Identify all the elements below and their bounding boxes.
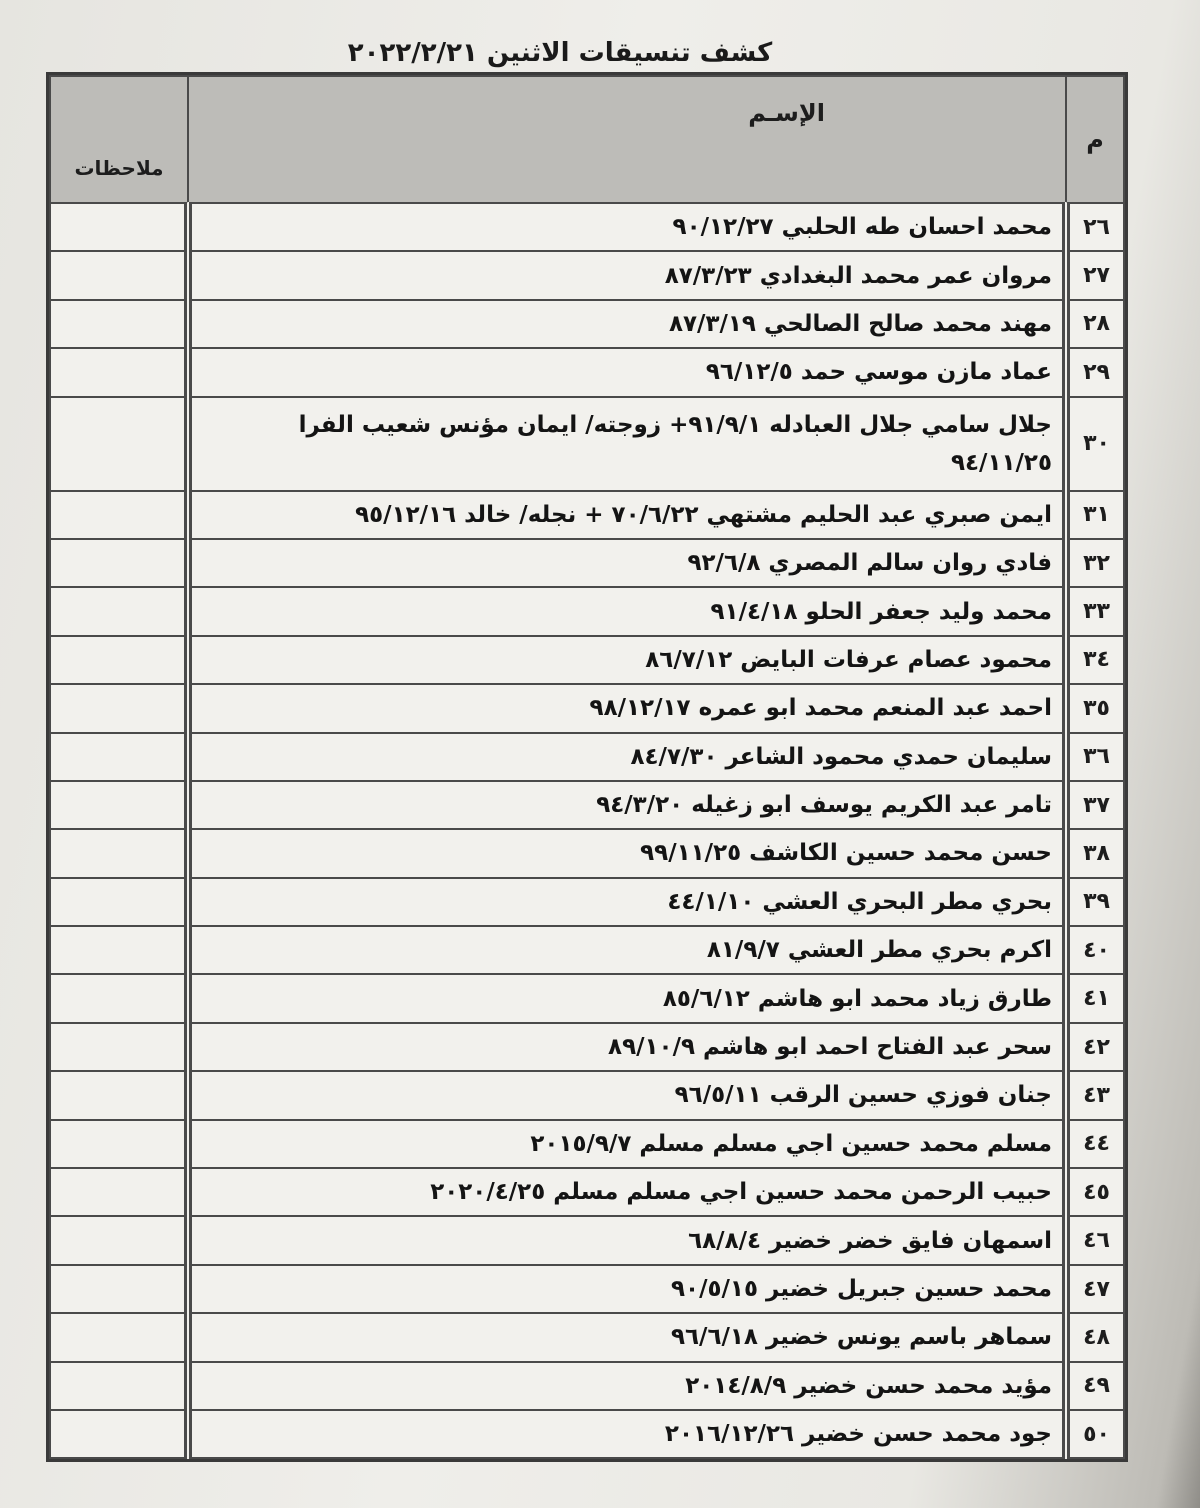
table-header-row: [50, 76, 1124, 203]
row-notes: [50, 539, 188, 587]
row-name: حسن محمد حسين الكاشف ٩٩/١١/٢٥: [188, 829, 1066, 877]
row-notes: [50, 1410, 188, 1458]
row-notes: [50, 300, 188, 348]
row-name: جود محمد حسن خضير ٢٠١٦/١٢/٢٦: [188, 1410, 1066, 1458]
row-name: سماهر باسم يونس خضير ٩٦/٦/١٨: [188, 1313, 1066, 1361]
table-row: [50, 1265, 1124, 1313]
row-number: ٢٦: [1066, 203, 1124, 251]
table-row: [50, 348, 1124, 396]
table-row: [50, 1168, 1124, 1216]
row-notes: [50, 926, 188, 974]
row-notes: [50, 1362, 188, 1410]
table-row: [50, 733, 1124, 781]
row-number: ٣٢: [1066, 539, 1124, 587]
row-number: ٣٩: [1066, 878, 1124, 926]
row-notes: [50, 1265, 188, 1313]
row-notes: [50, 636, 188, 684]
row-notes: [50, 348, 188, 396]
row-notes: [50, 1023, 188, 1071]
row-number: ٣٨: [1066, 829, 1124, 877]
row-notes: [50, 587, 188, 635]
row-number: ٣٥: [1066, 684, 1124, 732]
row-name: مروان عمر محمد البغدادي ٨٧/٣/٢٣: [188, 251, 1066, 299]
row-name: محمد وليد جعفر الحلو ٩١/٤/١٨: [188, 587, 1066, 635]
table-row: [50, 684, 1124, 732]
row-number: ٤٤: [1066, 1120, 1124, 1168]
header-notes: ملاحظات: [50, 76, 188, 203]
row-number: ٢٧: [1066, 251, 1124, 299]
names-table-frame: [46, 72, 1128, 1462]
row-notes: [50, 1216, 188, 1264]
row-number: ٢٩: [1066, 348, 1124, 396]
header-name-label: الإسـم: [748, 99, 825, 127]
row-name: محمود عصام عرفات البايض ٨٦/٧/١٢: [188, 636, 1066, 684]
header-name: [188, 76, 1066, 203]
table-row: [50, 1023, 1124, 1071]
row-name: طارق زياد محمد ابو هاشم ٨٥/٦/١٢: [188, 974, 1066, 1022]
table-row: [50, 878, 1124, 926]
row-name: حبيب الرحمن محمد حسين اجي مسلم مسلم ٢٠٢٠/٤/٢٥: [188, 1168, 1066, 1216]
table-row: [50, 974, 1124, 1022]
table-row: [50, 539, 1124, 587]
row-name: جلال سامي جلال العبادله ٩١/٩/١+ زوجته/ ايمان مؤنس شعيب الفرا ٩٤/١١/٢٥: [188, 397, 1066, 491]
page-title: كشف تنسيقات الاثنين ٢٠٢٢/٢/٢١: [347, 38, 773, 68]
row-notes: [50, 397, 188, 491]
row-notes: [50, 733, 188, 781]
table-row: [50, 781, 1124, 829]
row-number: ٢٨: [1066, 300, 1124, 348]
row-number: ٣٦: [1066, 733, 1124, 781]
row-number: ٤١: [1066, 974, 1124, 1022]
row-name: اسمهان فايق خضر خضير ٦٨/٨/٤: [188, 1216, 1066, 1264]
row-number: ٤٠: [1066, 926, 1124, 974]
table-row: [50, 1120, 1124, 1168]
table-row: [50, 1313, 1124, 1361]
row-number: ٤٥: [1066, 1168, 1124, 1216]
row-name: محمد حسين جبريل خضير ٩٠/٥/١٥: [188, 1265, 1066, 1313]
row-name: تامر عبد الكريم يوسف ابو زغيله ٩٤/٣/٢٠: [188, 781, 1066, 829]
row-notes: [50, 684, 188, 732]
row-notes: [50, 491, 188, 539]
row-number: ٣٠: [1066, 397, 1124, 491]
row-name: مسلم محمد حسين اجي مسلم مسلم ٢٠١٥/٩/٧: [188, 1120, 1066, 1168]
row-number: ٤٨: [1066, 1313, 1124, 1361]
table-row: [50, 1362, 1124, 1410]
table-row: [50, 636, 1124, 684]
row-number: ٣١: [1066, 491, 1124, 539]
row-name: سليمان حمدي محمود الشاعر ٨٤/٧/٣٠: [188, 733, 1066, 781]
row-name: مؤيد محمد حسن خضير ٢٠١٤/٨/٩: [188, 1362, 1066, 1410]
row-number: ٤٦: [1066, 1216, 1124, 1264]
row-name: احمد عبد المنعم محمد ابو عمره ٩٨/١٢/١٧: [188, 684, 1066, 732]
row-number: ٥٠: [1066, 1410, 1124, 1458]
row-name: فادي روان سالم المصري ٩٢/٦/٨: [188, 539, 1066, 587]
names-table: [49, 75, 1125, 1459]
row-number: ٣٤: [1066, 636, 1124, 684]
table-row: [50, 829, 1124, 877]
row-name: اكرم بحري مطر العشي ٨١/٩/٧: [188, 926, 1066, 974]
row-notes: [50, 1313, 188, 1361]
row-number: ٤٣: [1066, 1071, 1124, 1119]
row-name: محمد احسان طه الحلبي ٩٠/١٢/٢٧: [188, 203, 1066, 251]
row-name: سحر عبد الفتاح احمد ابو هاشم ٨٩/١٠/٩: [188, 1023, 1066, 1071]
header-number: م: [1066, 76, 1124, 203]
table-row: [50, 397, 1124, 491]
table-row: [50, 1410, 1124, 1458]
table-body: [50, 203, 1124, 1458]
row-number: ٤٧: [1066, 1265, 1124, 1313]
row-notes: [50, 974, 188, 1022]
row-name: ايمن صبري عبد الحليم مشتهي ٧٠/٦/٢٢ + نجله/ خالد ٩٥/١٢/١٦: [188, 491, 1066, 539]
row-notes: [50, 1071, 188, 1119]
row-notes: [50, 878, 188, 926]
table-row: [50, 203, 1124, 251]
row-number: ٣٧: [1066, 781, 1124, 829]
row-number: ٣٣: [1066, 587, 1124, 635]
row-name: بحري مطر البحري العشي ٤٤/١/١٠: [188, 878, 1066, 926]
row-number: ٤٩: [1066, 1362, 1124, 1410]
row-notes: [50, 203, 188, 251]
row-name: عماد مازن موسي حمد ٩٦/١٢/٥: [188, 348, 1066, 396]
row-name: مهند محمد صالح الصالحي ٨٧/٣/١٩: [188, 300, 1066, 348]
row-notes: [50, 829, 188, 877]
table-row: [50, 300, 1124, 348]
table-row: [50, 587, 1124, 635]
table-row: [50, 1071, 1124, 1119]
row-notes: [50, 781, 188, 829]
table-row: [50, 1216, 1124, 1264]
table-row: [50, 926, 1124, 974]
row-notes: [50, 1168, 188, 1216]
row-notes: [50, 1120, 188, 1168]
row-notes: [50, 251, 188, 299]
row-number: ٤٢: [1066, 1023, 1124, 1071]
row-name: جنان فوزي حسين الرقب ٩٦/٥/١١: [188, 1071, 1066, 1119]
table-row: [50, 491, 1124, 539]
table-row: [50, 251, 1124, 299]
